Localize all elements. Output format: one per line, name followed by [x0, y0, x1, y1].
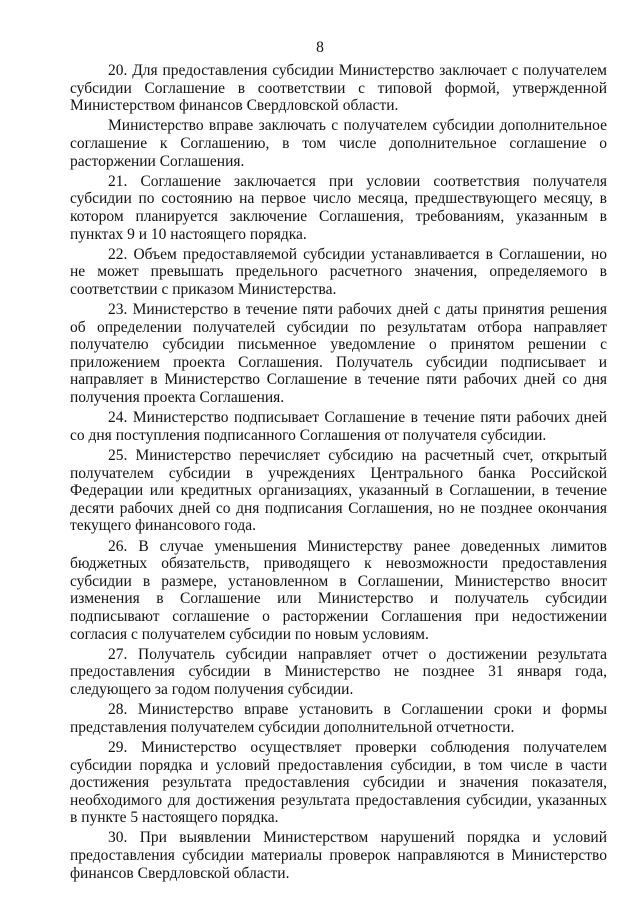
paragraph-23: 23. Министерство в течение пяти рабочих дней с даты принятия решения об определении получателей субсидии по результатам отбора направляет получателю субсидии письменное уведомление о принятом решении с приложением проекта Соглашения. Получатель субсидии подписывает и направляет в Министерство Соглашение в течение пяти рабочих дней со дня получения проекта Соглашения.	[70, 301, 607, 407]
paragraph-26: 26. В случае уменьшения Министерству ранее доведенных лимитов бюджетных обязательств, приводящего к невозможности предоставления субсидии в размере, установленном в Соглашении, Министерство вносит изменения в Соглашение или Министерство и получатель субсидии подписывают соглашение о расторжении Соглашения при недостижении согласия с получателем субсидии по новым условиям.	[70, 537, 607, 643]
paragraph-21: 21. Соглашение заключается при условии соответствия получателя субсидии по состоянию на первое число месяца, предшествующего месяцу, в котором планируется заключение Соглашения, требованиям, указанным в пунктах 9 и 10 настоящего порядка.	[70, 172, 607, 243]
paragraph-22: 22. Объем предоставляемой субсидии устанавливается в Соглашении, но не может превышать предельного расчетного значения, определяемого в соответствии с приказом Министерства.	[70, 245, 607, 298]
paragraph-30: 30. При выявлении Министерством нарушений порядка и условий предоставления субсидии материалы проверок направляются в Министерство финансов Свердловской области.	[70, 829, 607, 882]
paragraph-20-addendum: Министерство вправе заключать с получателем субсидии дополнительное соглашение к Соглашению, в том числе дополнительное соглашение о расторжении Соглашения.	[70, 117, 607, 170]
page-number: 8	[316, 39, 324, 56]
paragraph-24: 24. Министерство подписывает Соглашение в течение пяти рабочих дней со дня поступления подписанного Соглашения от получателя субсидии.	[70, 409, 607, 444]
paragraph-27: 27. Получатель субсидии направляет отчет о достижении результата предоставления субсидии в Министерство не позднее 31 января года, следующего за годом получения субсидии.	[70, 645, 607, 698]
paragraph-20: 20. Для предоставления субсидии Министерство заключает с получателем субсидии Соглашение в соответствии с типовой формой, утвержденной Министерством финансов Свердловской области.	[70, 62, 607, 115]
document-body	[70, 62, 607, 885]
paragraph-29: 29. Министерство осуществляет проверки соблюдения получателем субсидии порядка и условий предоставления субсидии, в том числе в части достижения результата предоставления субсидии и значения показателя, необходимого для достижения результата предоставления субсидии, указанных в пункте 5 настоящего порядка.	[70, 738, 607, 827]
paragraph-28: 28. Министерство вправе установить в Соглашении сроки и формы представления получателем субсидии дополнительной отчетности.	[70, 701, 607, 736]
paragraph-25: 25. Министерство перечисляет субсидию на расчетный счет, открытый получателем субсидии в учреждениях Центрального банка Российской Федерации или кредитных организациях, указанный в Соглашении, в течение десяти рабочих дней со дня подписания Соглашения, но не позднее окончания текущего финансового года.	[70, 447, 607, 535]
